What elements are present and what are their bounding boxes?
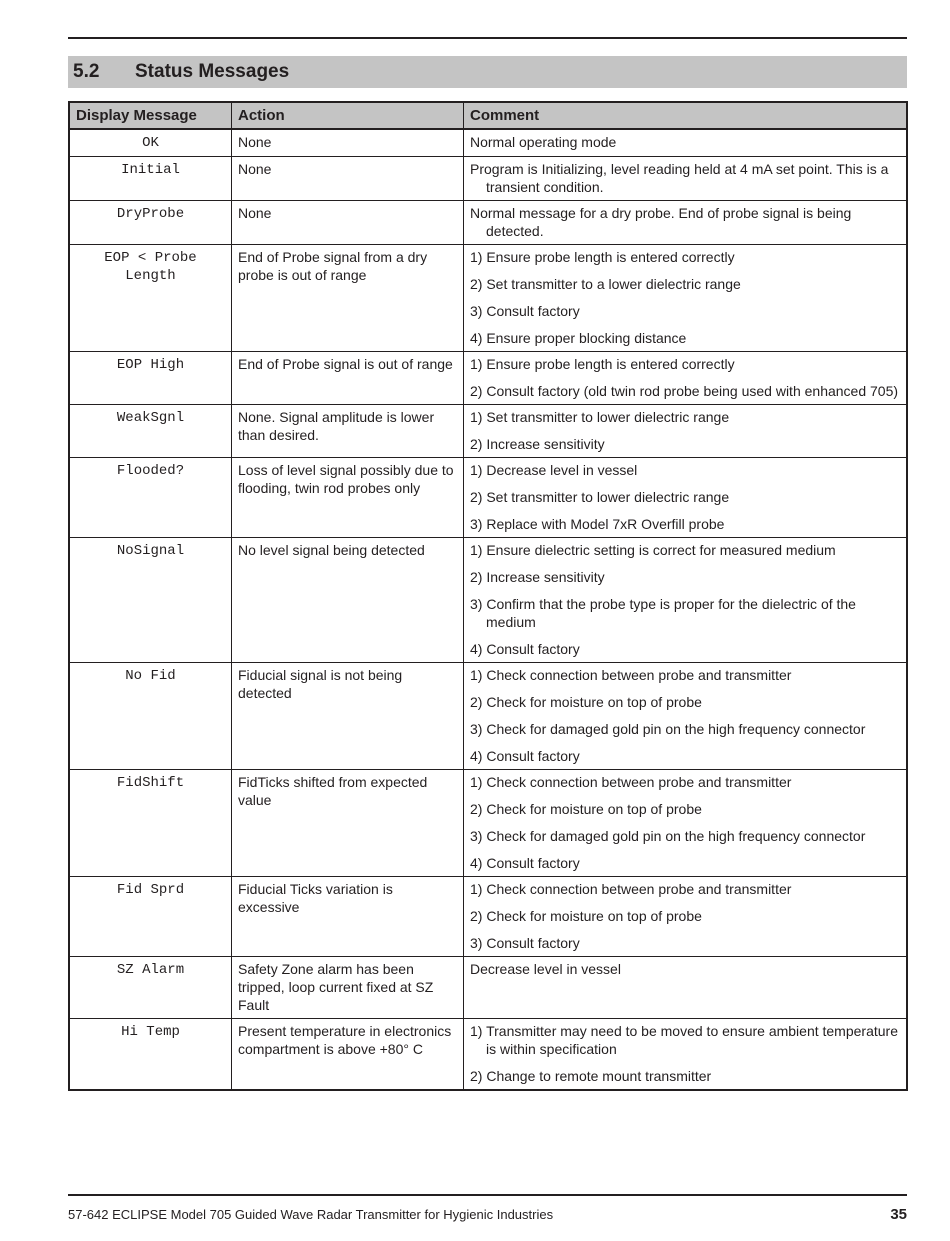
header-display-message: Display Message <box>69 102 232 129</box>
display-message-cell: No Fid <box>69 663 232 770</box>
table-row <box>69 458 907 538</box>
display-message-cell: Flooded? <box>69 458 232 538</box>
table-row <box>69 538 907 663</box>
comment-cell <box>464 157 908 201</box>
comment-line: 4) Consult factory <box>470 855 580 871</box>
table-row <box>69 770 907 877</box>
comment-line: Decrease level in vessel <box>470 961 621 977</box>
top-rule <box>68 37 907 39</box>
table-row <box>69 245 907 352</box>
comment-cell <box>464 1019 908 1091</box>
action-cell: Fiducial Ticks variation is excessive <box>232 877 464 957</box>
comment-cell <box>464 245 908 352</box>
action-cell: End of Probe signal is out of range <box>232 352 464 405</box>
action-cell: Safety Zone alarm has been tripped, loop current fixed at SZ Fault <box>232 957 464 1019</box>
action-cell: None <box>232 129 464 157</box>
action-cell: None. Signal amplitude is lower than desired. <box>232 405 464 458</box>
section-header <box>68 56 907 88</box>
display-message-cell: Hi Temp <box>69 1019 232 1091</box>
comment-line: 1) Ensure probe length is entered correctly <box>470 356 735 372</box>
comment-line: 3) Check for damaged gold pin on the high frequency connector <box>470 828 866 844</box>
comment-line: 1) Check connection between probe and transmitter <box>470 881 792 897</box>
comment-cell <box>464 877 908 957</box>
comment-cell <box>464 352 908 405</box>
table-row <box>69 352 907 405</box>
comment-cell <box>464 538 908 663</box>
comment-line: 2) Check for moisture on top of probe <box>470 694 702 710</box>
action-cell: Loss of level signal possibly due to flooding, twin rod probes only <box>232 458 464 538</box>
comment-line: 1) Transmitter may need to be moved to ensure ambient temperature is within specification <box>470 1023 898 1057</box>
table-row <box>69 663 907 770</box>
action-cell: No level signal being detected <box>232 538 464 663</box>
action-cell: Present temperature in electronics compartment is above +80° C <box>232 1019 464 1091</box>
table-row <box>69 129 907 157</box>
display-message-cell: SZ Alarm <box>69 957 232 1019</box>
comment-cell <box>464 663 908 770</box>
table-row <box>69 405 907 458</box>
action-cell: None <box>232 201 464 245</box>
comment-line: 2) Change to remote mount transmitter <box>470 1068 712 1084</box>
comment-cell <box>464 201 908 245</box>
bottom-rule <box>68 1194 907 1196</box>
table-body <box>69 129 907 1090</box>
comment-line: 1) Ensure probe length is entered correctly <box>470 249 735 265</box>
table-row <box>69 1019 907 1091</box>
comment-line: 3) Replace with Model 7xR Overfill probe <box>470 516 725 532</box>
comment-line: 3) Confirm that the probe type is proper for the dielectric of the medium <box>470 596 856 630</box>
comment-line: 3) Consult factory <box>470 935 580 951</box>
table-row <box>69 957 907 1019</box>
footer-text: 57-642 ECLIPSE Model 705 Guided Wave Radar Transmitter for Hygienic Industries <box>68 1207 554 1222</box>
comment-line: 3) Consult factory <box>470 303 580 319</box>
comment-cell <box>464 129 908 157</box>
display-message-cell: NoSignal <box>69 538 232 663</box>
comment-line: 1) Check connection between probe and transmitter <box>470 667 792 683</box>
header-comment: Comment <box>464 102 908 129</box>
table-row <box>69 157 907 201</box>
comment-line: 1) Check connection between probe and transmitter <box>470 774 792 790</box>
comment-line: 1) Set transmitter to lower dielectric range <box>470 409 730 425</box>
table-header-row <box>69 102 907 129</box>
display-message-cell: WeakSgnl <box>69 405 232 458</box>
display-message-cell: Fid Sprd <box>69 877 232 957</box>
comment-line: 2) Set transmitter to lower dielectric range <box>470 489 730 505</box>
comment-line: 2) Check for moisture on top of probe <box>470 801 702 817</box>
comment-line: 1) Ensure dielectric setting is correct for measured medium <box>470 542 836 558</box>
comment-line: 4) Ensure proper blocking distance <box>470 330 687 346</box>
comment-cell <box>464 770 908 877</box>
action-cell: FidTicks shifted from expected value <box>232 770 464 877</box>
comment-cell <box>464 458 908 538</box>
comment-line: 3) Check for damaged gold pin on the high frequency connector <box>470 721 866 737</box>
display-message-cell: EOP < Probe Length <box>69 245 232 352</box>
table-row <box>69 201 907 245</box>
action-cell: Fiducial signal is not being detected <box>232 663 464 770</box>
comment-line: 2) Increase sensitivity <box>470 436 605 452</box>
display-message-cell: Initial <box>69 157 232 201</box>
page-number: 35 <box>890 1206 907 1223</box>
comment-line: 4) Consult factory <box>470 641 580 657</box>
section-title: Status Messages <box>135 61 290 82</box>
table-row <box>69 877 907 957</box>
display-message-cell: OK <box>69 129 232 157</box>
action-cell: End of Probe signal from a dry probe is out of range <box>232 245 464 352</box>
comment-line: 1) Decrease level in vessel <box>470 462 638 478</box>
display-message-cell: FidShift <box>69 770 232 877</box>
comment-line: Normal operating mode <box>470 134 617 150</box>
display-message-cell: EOP High <box>69 352 232 405</box>
comment-line: Normal message for a dry probe. End of probe signal is being detected. <box>470 205 852 239</box>
comment-line: 4) Consult factory <box>470 748 580 764</box>
header-action: Action <box>232 102 464 129</box>
comment-line: Program is Initializing, level reading held at 4 mA set point. This is a transient condition. <box>470 161 889 195</box>
comment-line: 2) Consult factory (old twin rod probe being used with enhanced 705) <box>470 383 899 399</box>
comment-cell <box>464 405 908 458</box>
comment-line: 2) Increase sensitivity <box>470 569 605 585</box>
comment-cell <box>464 957 908 1019</box>
action-cell: None <box>232 157 464 201</box>
comment-line: 2) Set transmitter to a lower dielectric range <box>470 276 741 292</box>
status-messages-table <box>68 101 908 1091</box>
display-message-cell: DryProbe <box>69 201 232 245</box>
comment-line: 2) Check for moisture on top of probe <box>470 908 702 924</box>
section-number: 5.2 <box>73 61 100 82</box>
